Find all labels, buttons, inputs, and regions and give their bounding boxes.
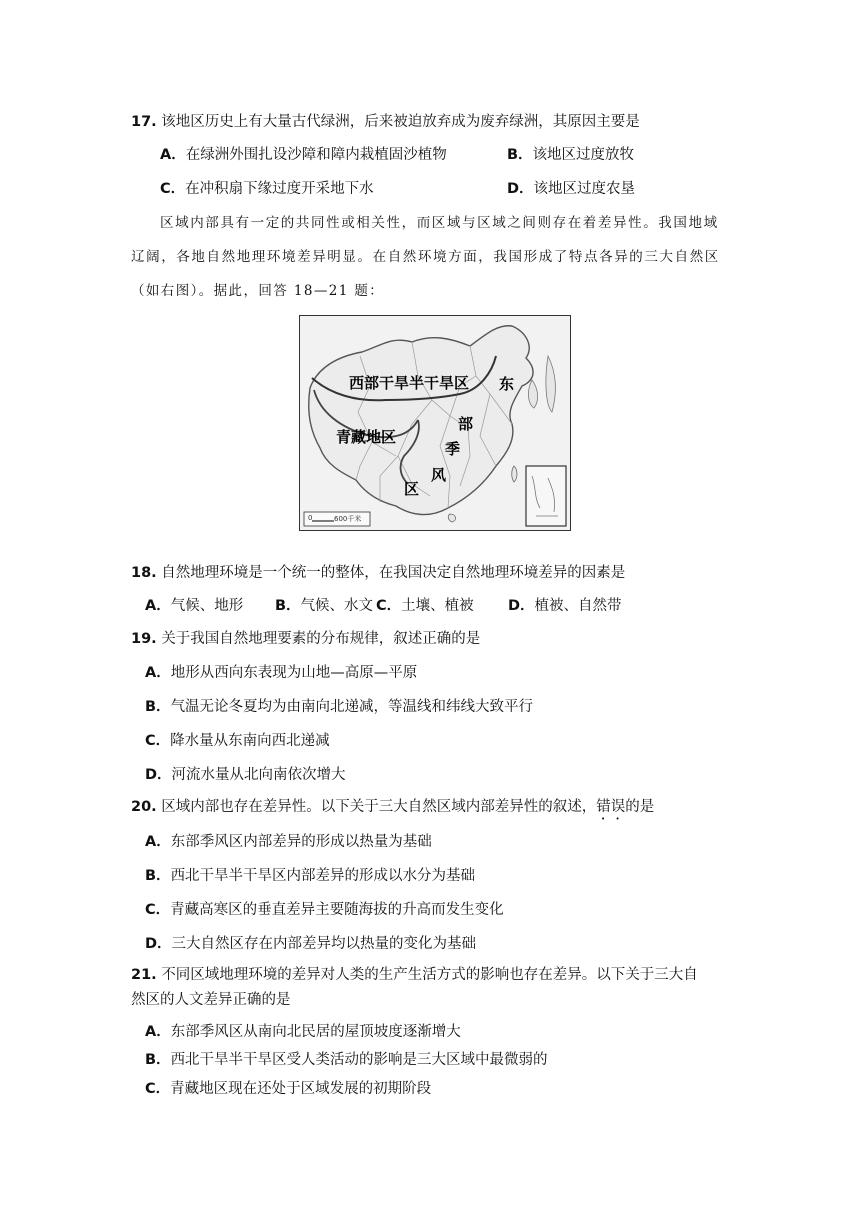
option-text: 在冲积扇下缘过度开采地下水 — [185, 181, 374, 197]
option-20-c — [145, 900, 504, 920]
emphasized-word: 错误 — [596, 799, 626, 815]
option-label: C． — [145, 1081, 171, 1097]
option-text: 东部季风区内部差异的形成以热量为基础 — [170, 834, 432, 850]
question-number: 19. — [131, 631, 157, 647]
option-21-b — [145, 1050, 548, 1070]
option-19-d — [145, 765, 346, 785]
option-text: 土壤、植被 — [401, 598, 474, 614]
option-17-d — [507, 179, 635, 199]
option-label: D． — [507, 181, 534, 197]
option-19-c — [145, 731, 330, 751]
china-natural-regions-map — [299, 315, 571, 531]
question-19 — [131, 629, 480, 649]
option-label: B． — [275, 598, 301, 614]
map-drawing — [300, 316, 570, 530]
question-21-line-2: 然区的人文差异正确的是 — [131, 992, 291, 1008]
option-label: C． — [376, 598, 402, 614]
option-label: B． — [507, 147, 533, 163]
option-text: 西北干旱半干旱区内部差异的形成以水分为基础 — [170, 868, 476, 884]
option-label: C． — [145, 902, 171, 918]
option-20-b — [145, 866, 475, 886]
question-text: 自然地理环境是一个统一的整体，在我国决定自然地理环境差异的因素是 — [161, 565, 626, 581]
option-17-b — [507, 145, 634, 165]
question-18 — [131, 563, 625, 583]
question-17 — [131, 112, 640, 132]
option-text: 青藏地区现在还处于区域发展的初期阶段 — [170, 1081, 432, 1097]
question-number: 21. — [131, 967, 157, 983]
option-text: 河流水量从北向南依次增大 — [171, 767, 346, 783]
option-text: 气候、水文 — [300, 598, 374, 614]
option-label: A． — [160, 147, 186, 163]
passage-line-3: （如右图）。据此，回答 18—21 题： — [131, 283, 385, 299]
passage-line-2: 辽阔，各地自然地理环境差异明显。在自然环境方面，我国形成了特点各异的三大自然区 — [131, 249, 720, 265]
question-20 — [131, 797, 654, 823]
label-west-arid: 西部干旱半干旱区 — [349, 374, 470, 392]
label-east-char-1: 东 — [499, 375, 515, 393]
option-label: D． — [508, 598, 535, 614]
question-21 — [131, 965, 698, 985]
option-label: B． — [145, 868, 171, 884]
south-china-sea-inset — [526, 466, 566, 526]
option-text: 该地区过度农垦 — [533, 181, 636, 197]
label-east-char-2: 部 — [458, 415, 474, 433]
question-number: 17. — [131, 114, 157, 130]
question-text-end: 的是 — [625, 799, 655, 815]
option-text: 植被、自然带 — [534, 598, 622, 614]
option-label: A． — [145, 598, 171, 614]
option-label: A． — [145, 1024, 171, 1040]
scale-start-label: 0 — [308, 514, 313, 522]
option-text: 该地区过度放牧 — [532, 147, 635, 163]
option-label: C． — [160, 181, 186, 197]
option-18-d — [508, 596, 622, 616]
option-17-a — [160, 145, 447, 165]
option-text: 地形从西向东表现为山地—高原—平原 — [170, 665, 418, 681]
option-20-a — [145, 832, 432, 852]
options-18 — [145, 596, 243, 616]
option-label: C． — [145, 733, 171, 749]
option-text: 西北干旱半干旱区受人类活动的影响是三大区域中最微弱的 — [170, 1052, 548, 1068]
question-text: 关于我国自然地理要素的分布规律，叙述正确的是 — [161, 631, 481, 647]
option-18-c — [376, 596, 474, 616]
option-text: 气温无论冬夏均为由南向北递减，等温线和纬线大致平行 — [170, 699, 534, 715]
option-20-d — [145, 934, 476, 954]
question-text: 该地区历史上有大量古代绿洲，后来被迫放弃成为废弃绿洲，其原因主要是 — [161, 114, 640, 130]
option-text: 青藏高寒区的垂直差异主要随海拔的升高而发生变化 — [170, 902, 504, 918]
option-19-b — [145, 697, 533, 717]
question-text: 不同区域地理环境的差异对人类的生产生活方式的影响也存在差异。以下关于三大自 — [161, 967, 698, 983]
option-19-a — [145, 663, 417, 683]
option-label: A． — [145, 665, 171, 681]
question-text: 区域内部也存在差异性。以下关于三大自然区域内部差异性的叙述， — [161, 799, 597, 815]
label-east-char-3: 季 — [445, 440, 461, 458]
option-21-a — [145, 1022, 461, 1042]
passage-line-1: 区域内部具有一定的共同性或相关性，而区域与区域之间则存在着差异性。我国地域 — [160, 215, 719, 231]
option-18-b — [275, 596, 373, 616]
option-21-c — [145, 1079, 431, 1099]
option-label: A． — [145, 834, 171, 850]
question-number: 20. — [131, 799, 157, 815]
option-label: D． — [145, 936, 172, 952]
option-label: B． — [145, 1052, 171, 1068]
option-text: 气候、地形 — [170, 598, 244, 614]
option-label: B． — [145, 699, 171, 715]
label-east-char-4: 风 — [431, 466, 447, 484]
option-text: 降水量从东南向西北递减 — [170, 733, 330, 749]
option-text: 三大自然区存在内部差异均以热量的变化为基础 — [171, 936, 477, 952]
option-17-c — [160, 179, 374, 199]
question-number: 18. — [131, 565, 157, 581]
option-label: D． — [145, 767, 172, 783]
label-tibet: 青藏地区 — [336, 428, 397, 446]
option-text: 在绿洲外围扎设沙障和障内栽植固沙植物 — [185, 147, 447, 163]
scale-end-label: 600千米 — [334, 515, 362, 523]
label-east-char-5: 区 — [404, 480, 420, 498]
option-text: 东部季风区从南向北民居的屋顶坡度逐渐增大 — [170, 1024, 461, 1040]
